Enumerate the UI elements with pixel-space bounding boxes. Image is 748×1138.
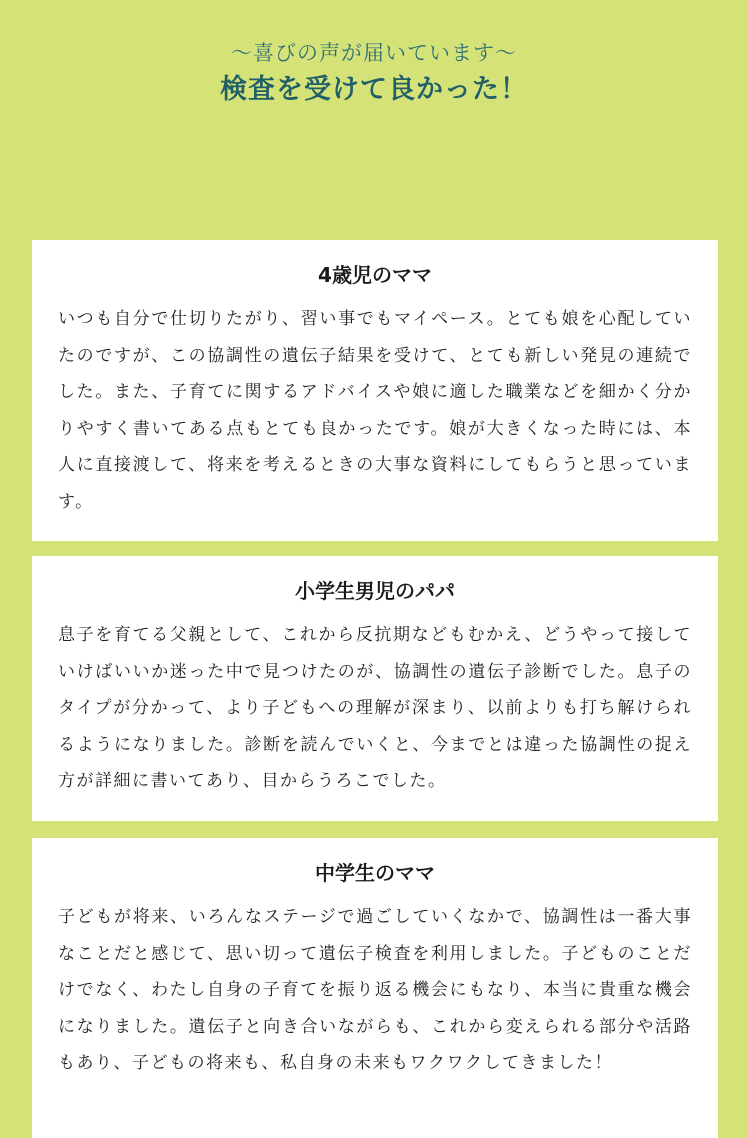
testimonials-header (0, 0, 748, 110)
testimonial-card (32, 240, 718, 541)
section-title: 検査を受けて良かった！ (220, 74, 528, 105)
testimonial-text: 子どもが将来、いろんなステージで過ごしていくなかで、協調性は一番大事なことだと感じて、思い切って遺伝子検査を利用しました。子どものことだけでなく、わたし自身の子育てを振り返る機会にもなり、本当に貴重な機会になりました。遺伝子と向き合いながらも、これから変えられる部分や活路もあり、子どもの将来も、私自身の未来もワクワクしてきました！ (58, 907, 692, 1073)
testimonial-text: 息子を育てる父親として、これから反抗期などもむかえ、どうやって接していけばいいか迷った中で見つけたのが、協調性の遺伝子診断でした。息子のタイプが分かって、より子どもへの理解が深まり、以前よりも打ち解けられるようになりました。診断を読んでいくと、今までとは違った協調性の捉え方が詳細に書いてあり、目からうろこでした。 (58, 625, 692, 791)
testimonial-author: 4歳児のママ (318, 263, 432, 287)
testimonial-card (32, 556, 718, 821)
testimonial-text: いつも自分で仕切りたがり、習い事でもマイペース。とても娘を心配していたのですが、この協調性の遺伝子結果を受けて、とても新しい発見の連続でした。また、子育てに関するアドバイスや娘に適した職業などを細かく分かりやすく書いてある点もとても良かったです。娘が大きくなった時には、本人に直接渡して、将来を考えるときの大事な資料にしてもらうと思っています。 (58, 309, 692, 512)
testimonial-author: 小学生男児のパパ (295, 579, 455, 603)
testimonial-card (32, 838, 718, 1138)
testimonial-author: 中学生のママ (315, 861, 435, 885)
section-subtitle: 〜喜びの声が届いています〜 (231, 41, 517, 65)
